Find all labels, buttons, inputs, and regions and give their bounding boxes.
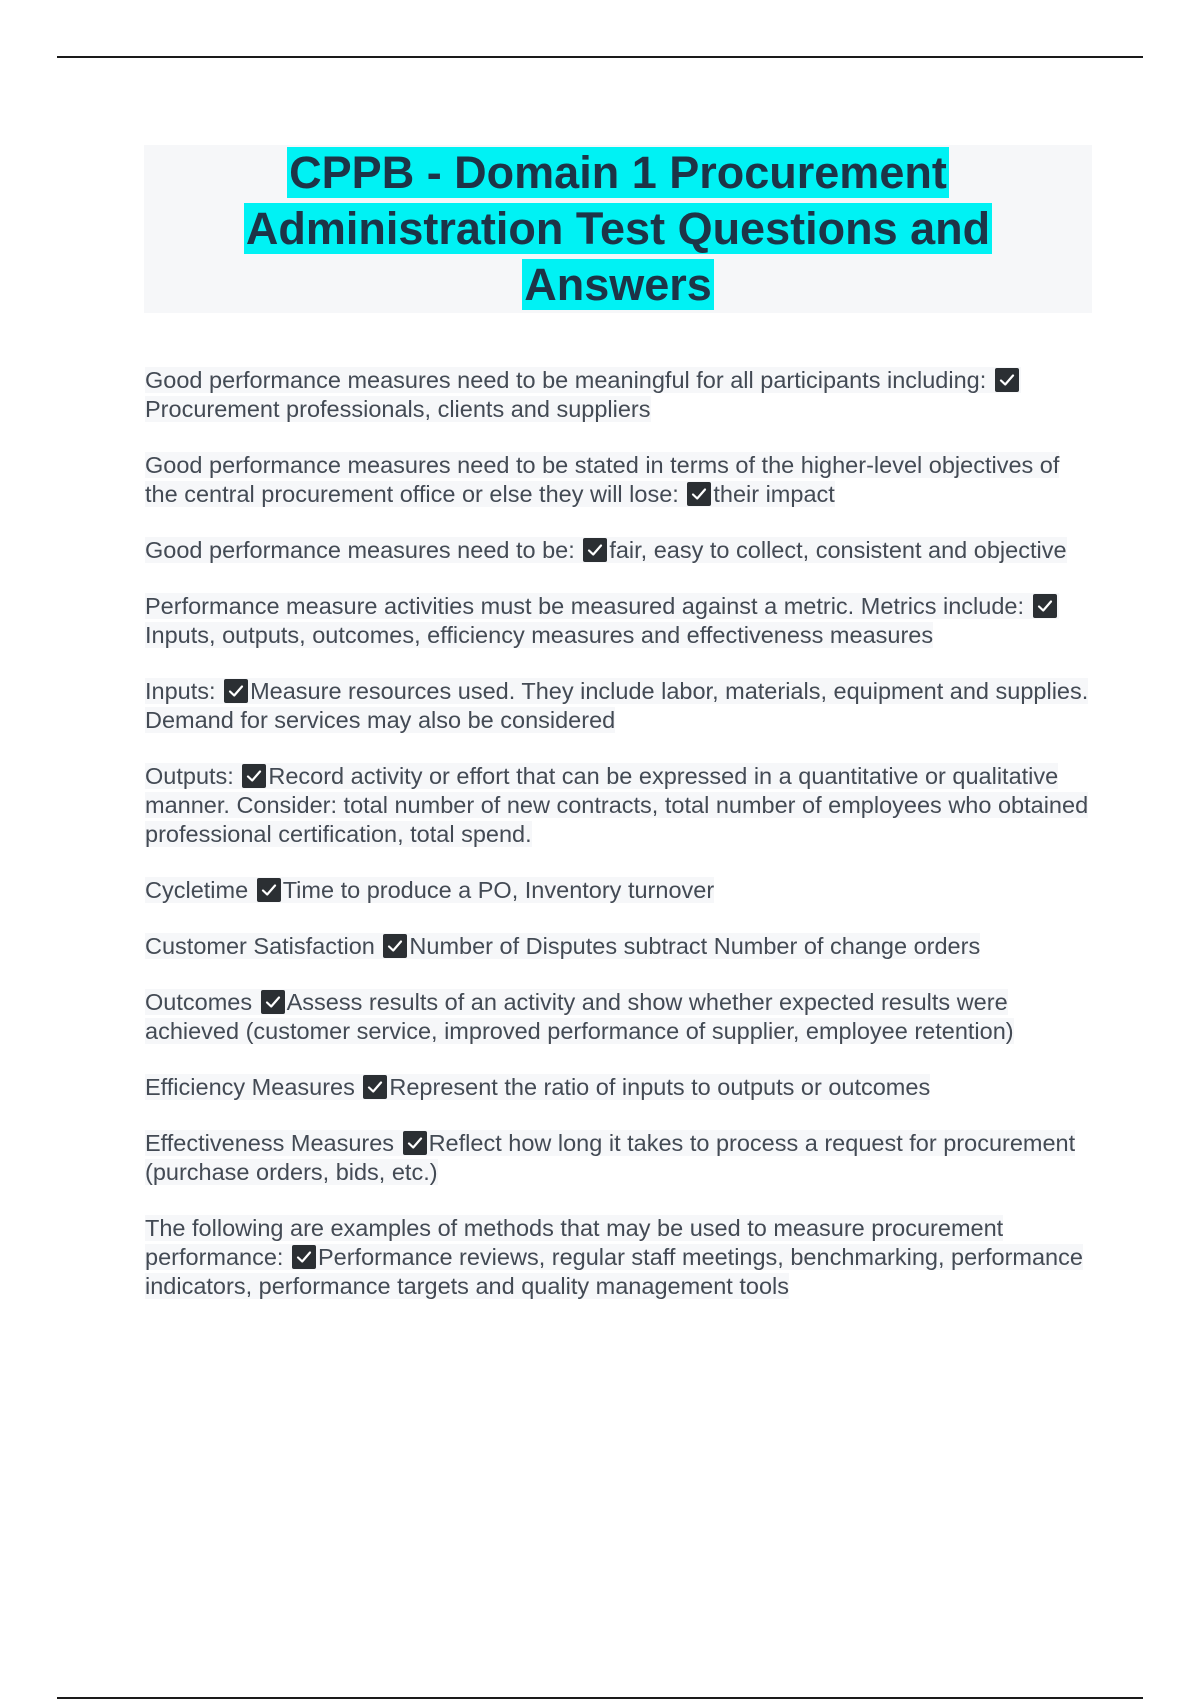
answer-text: Reflect how long it takes to process a request for procurement (purchase orders, bids, etc.) (145, 1130, 1076, 1185)
question-text: Good performance measures need to be stated in terms of the higher-level objectives of the central procurement office or else they will lose: (145, 452, 1060, 507)
answer-text: Represent the ratio of inputs to outputs or outcomes (389, 1074, 931, 1100)
checkbox-checked-icon (224, 679, 248, 703)
checkbox-checked-icon (261, 990, 285, 1014)
qa-item (145, 536, 1095, 565)
qa-item (145, 876, 1095, 905)
checkbox-checked-icon (995, 368, 1019, 392)
qa-item (145, 1214, 1095, 1301)
question-text: Performance measure activities must be measured against a metric. Metrics include: (145, 593, 1024, 619)
question-text: Effectiveness Measures (145, 1130, 395, 1156)
answer-text: Inputs, outputs, outcomes, efficiency measures and effectiveness measures (145, 622, 934, 648)
qa-item (145, 1129, 1095, 1187)
question-text: The following are examples of methods that may be used to measure procurement performance: (145, 1215, 1004, 1270)
qa-item (145, 677, 1095, 735)
title-block (144, 145, 1092, 313)
checkbox-checked-icon (257, 878, 281, 902)
title-line: CPPB - Domain 1 Procurement (289, 147, 947, 198)
answer-text: Time to produce a PO, Inventory turnover (282, 877, 715, 903)
title-line: Answers (524, 259, 712, 310)
checkbox-checked-icon (687, 482, 711, 506)
checkbox-checked-icon (363, 1075, 387, 1099)
checkbox-checked-icon (403, 1131, 427, 1155)
answer-text: their impact (713, 481, 835, 507)
question-text: Outputs: (145, 763, 234, 789)
qa-item (145, 932, 1095, 961)
checkbox-checked-icon (242, 764, 266, 788)
page-title (144, 145, 1092, 313)
footer-rule (57, 1697, 1143, 1699)
question-text: Customer Satisfaction (145, 933, 375, 959)
answer-text: Record activity or effort that can be expressed in a quantitative or qualitative manner. Consider: total number of new contracts, total number of employees who obtained professional certification, total spend. (145, 763, 1089, 847)
qa-item (145, 988, 1095, 1046)
question-text: Good performance measures need to be meaningful for all participants including: (145, 367, 987, 393)
qa-item (145, 451, 1095, 509)
answer-text: Performance reviews, regular staff meetings, benchmarking, performance indicators, performance targets and quality management tools (145, 1244, 1083, 1299)
qa-item (145, 762, 1095, 849)
checkbox-checked-icon (383, 934, 407, 958)
question-text: Outcomes (145, 989, 253, 1015)
qa-item (145, 592, 1095, 650)
checkbox-checked-icon (583, 538, 607, 562)
checkbox-checked-icon (1033, 594, 1057, 618)
header-rule (57, 56, 1143, 58)
answer-text: Procurement professionals, clients and suppliers (145, 396, 651, 422)
answer-text: Assess results of an activity and show whether expected results were achieved (customer service, improved performance of supplier, employee retention) (145, 989, 1014, 1044)
question-text: Inputs: (145, 678, 216, 704)
answer-text: fair, easy to collect, consistent and objective (609, 537, 1067, 563)
qa-list (145, 366, 1095, 1301)
question-text: Cycletime (145, 877, 249, 903)
answer-text: Measure resources used. They include labor, materials, equipment and supplies. Demand for services may also be considered (145, 678, 1089, 733)
question-text: Efficiency Measures (145, 1074, 355, 1100)
title-line: Administration Test Questions and (245, 203, 991, 254)
qa-item (145, 1073, 1095, 1102)
answer-text: Number of Disputes subtract Number of change orders (409, 933, 981, 959)
qa-item (145, 366, 1095, 424)
question-text: Good performance measures need to be: (145, 537, 575, 563)
checkbox-checked-icon (292, 1245, 316, 1269)
